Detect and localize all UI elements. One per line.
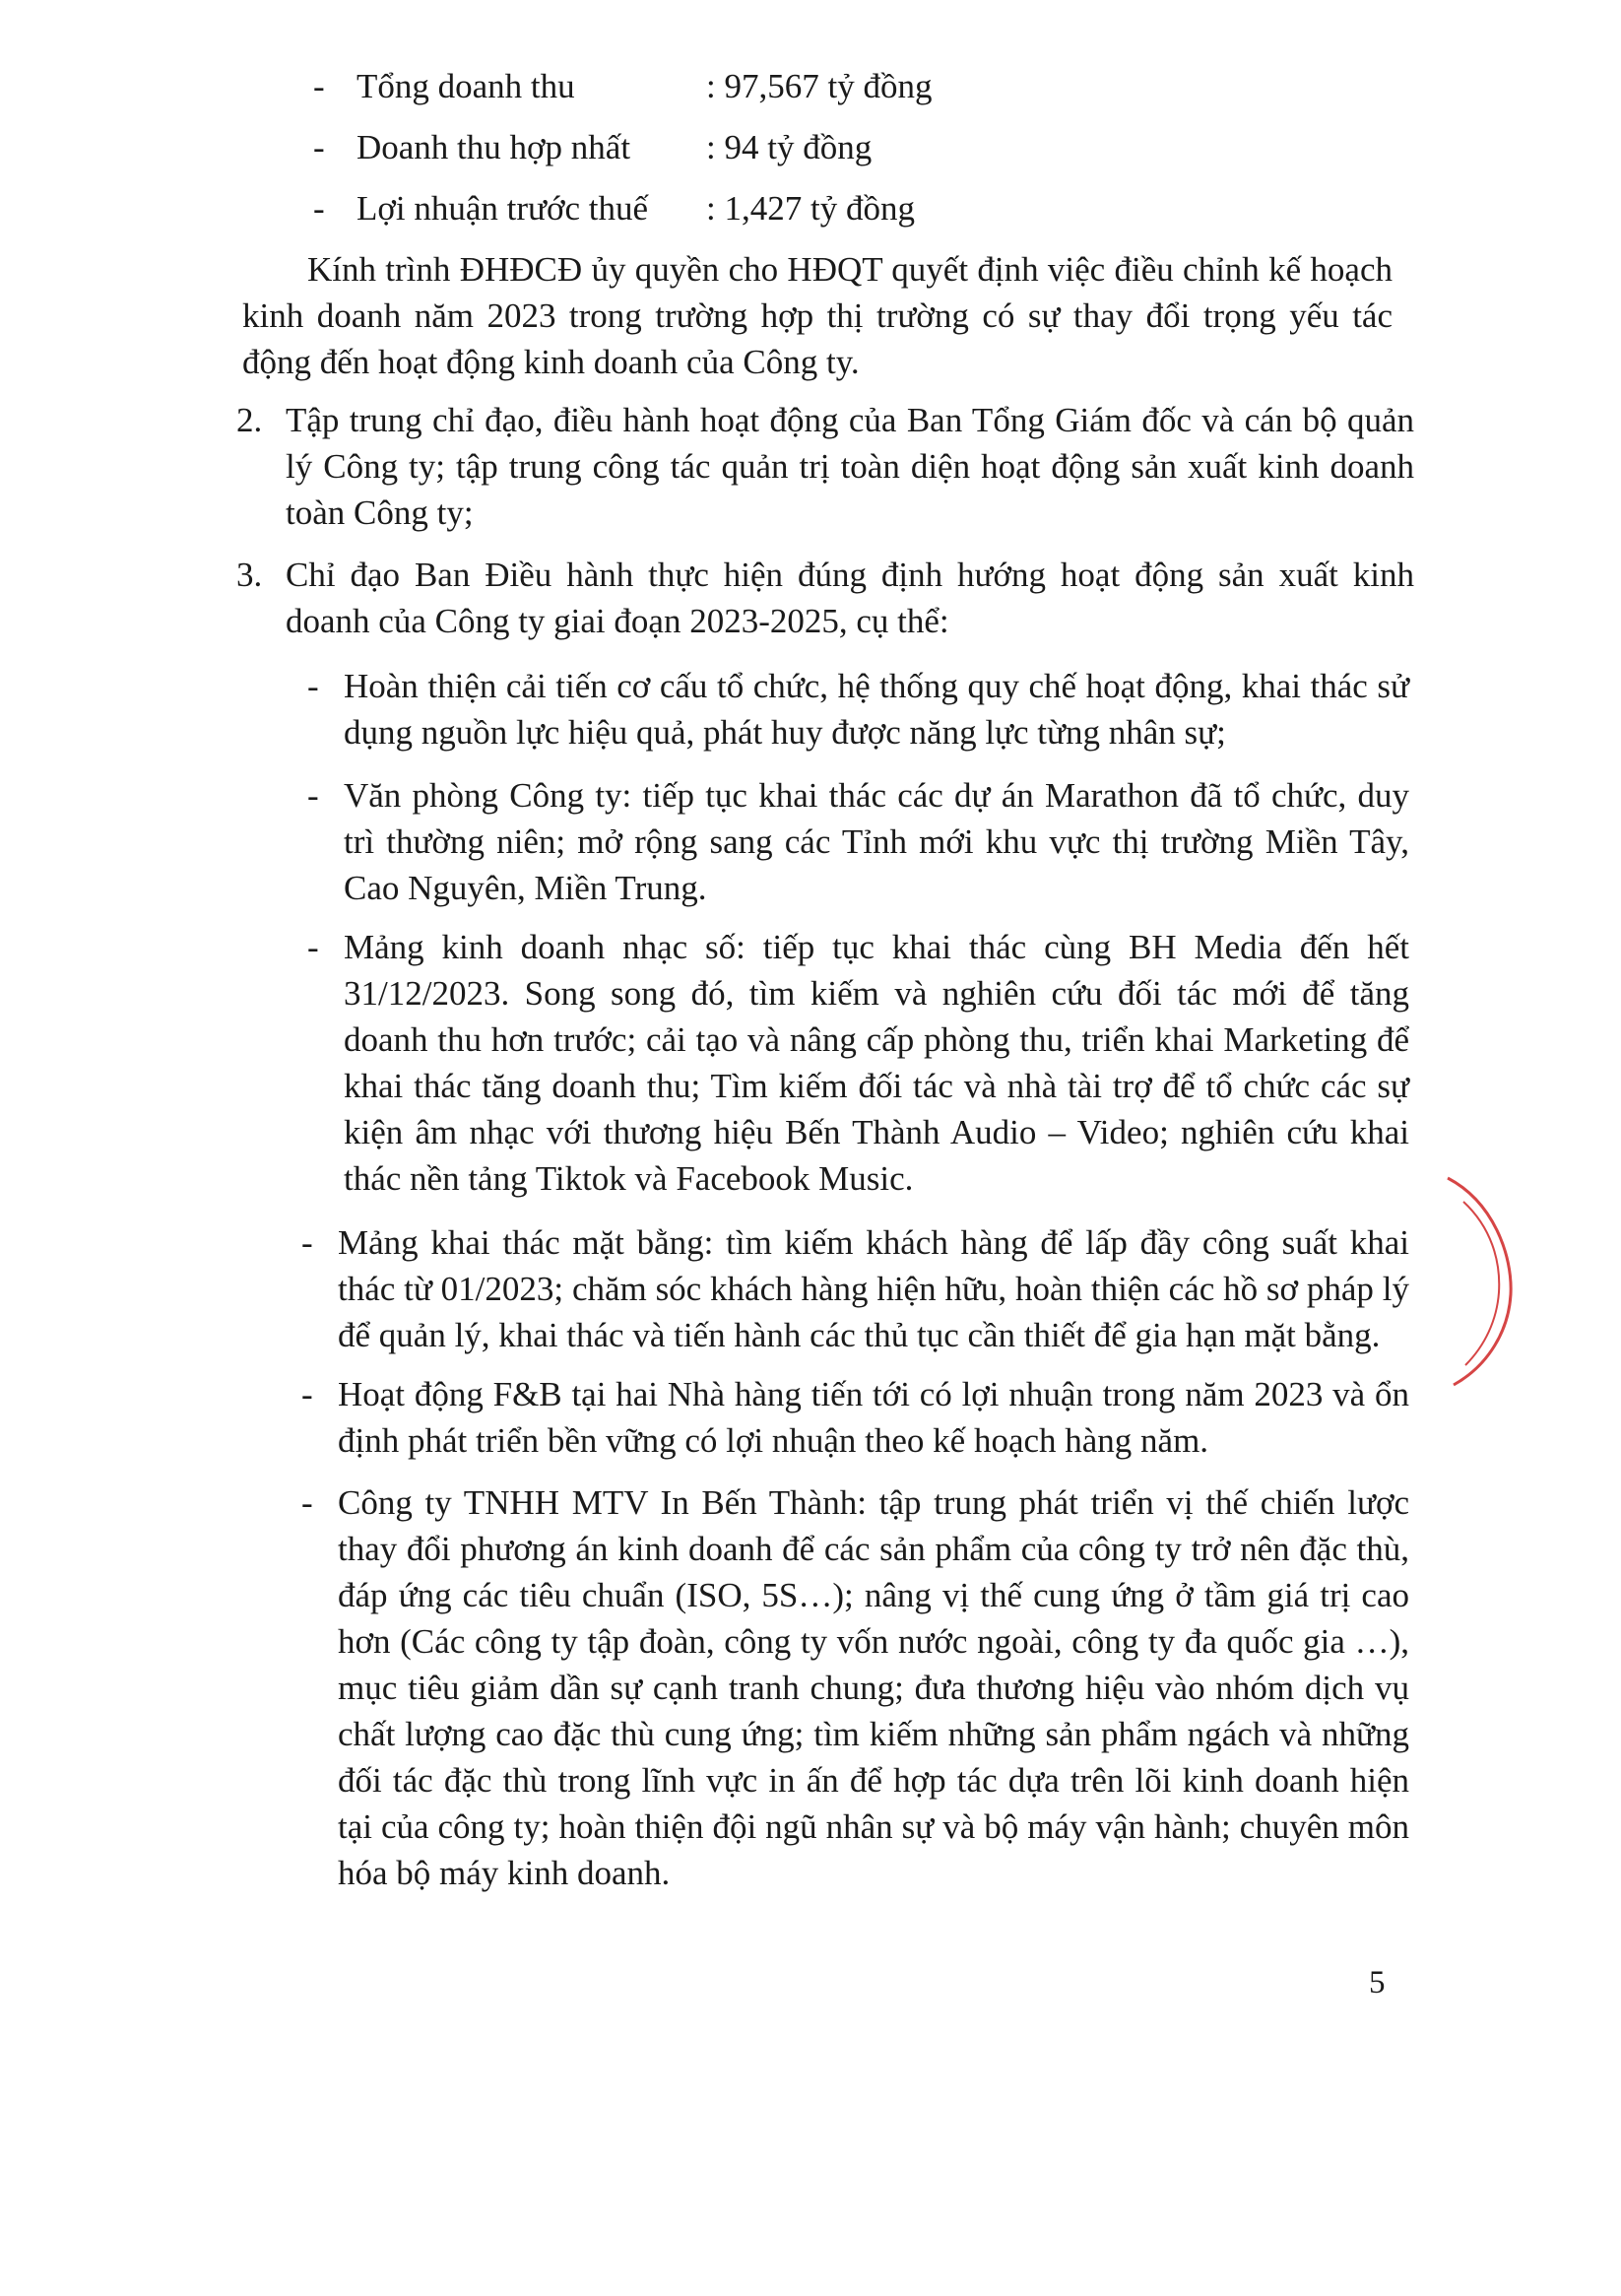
bullet-dash: - [301,1223,313,1262]
target-row [313,177,932,238]
sub-item [338,1479,1409,1896]
numbered-item [286,397,1414,536]
target-row [313,55,932,116]
item-number: 3. [236,556,263,594]
intro-paragraph [242,246,1393,385]
bullet-dash: - [307,667,319,705]
sub-item-text: Mảng khai thác mặt bằng: tìm kiếm khách hàng để lấp đầy công suất khai thác từ 01/2023; chăm sóc khách hàng hiện hữu, hoàn thiện các hồ sơ pháp lý để quản lý, khai thác và tiến hành các thủ tục cần thiết để gia hạn mặt bằng. [338,1223,1409,1354]
page-number: 5 [1369,1965,1386,2001]
sub-item [338,1219,1409,1358]
target-label: Lợi nhuận trước thuế [357,188,649,228]
sub-item [344,924,1409,1202]
bullet-dash: - [307,928,319,966]
sub-item-text: Hoạt động F&B tại hai Nhà hàng tiến tới có lợi nhuận trong năm 2023 và ổn định phát triển bền vững có lợi nhuận theo kế hoạch hàng năm. [338,1375,1409,1460]
sub-item [344,772,1409,911]
sub-item-text: Công ty TNHH MTV In Bến Thành: tập trung phát triển vị thế chiến lược thay đổi phương án kinh doanh để các sản phẩm của công ty trở nên đặc thù, đáp ứng các tiêu chuẩn (ISO, 5S…); nâng vị thế cung ứng ở tầm giá trị cao hơn (Các công ty tập đoàn, công ty vốn nước ngoài, công ty đa quốc gia …), mục tiêu giảm dần sự cạnh tranh chung; đưa thương hiệu vào nhóm dịch vụ chất lượng cao đặc thù cung ứng; tìm kiếm những sản phẩm ngách và những đối tác đặc thù trong lĩnh vực in ấn để hợp tác dựa trên lõi kinh doanh hiện tại của công ty; hoàn thiện đội ngũ nhân sự và bộ máy vận hành; chuyên môn hóa bộ máy kinh doanh. [338,1483,1409,1892]
intro-text: Kính trình ĐHĐCĐ ủy quyền cho HĐQT quyết định việc điều chỉnh kế hoạch kinh doanh năm 2023 trong trường hợp thị trường có sự thay đổi trọng yếu tác động đến hoạt động kinh doanh của Công ty. [242,250,1393,381]
item-text: Tập trung chỉ đạo, điều hành hoạt động của Ban Tổng Giám đốc và cán bộ quản lý Công ty; tập trung công tác quản trị toàn diện hoạt động sản xuất kinh doanh toàn Công ty; [286,401,1414,532]
targets-list [313,55,932,238]
item-number: 2. [236,401,263,439]
bullet-dash: - [301,1375,313,1413]
sub-item [338,1371,1409,1464]
target-label: Tổng doanh thu [357,66,575,105]
sub-item-text: Mảng kinh doanh nhạc số: tiếp tục khai thác cùng BH Media đến hết 31/12/2023. Song song đó, tìm kiếm và nghiên cứu đối tác mới để tăng doanh thu hơn trước; cải tạo và nâng cấp phòng thu, triển khai Marketing để khai thác tăng doanh thu; Tìm kiếm đối tác và nhà tài trợ để tổ chức các sự kiện âm nhạc với thương hiệu Bến Thành Audio – Video; nghiên cứu khai thác nền tảng Tiktok và Facebook Music. [344,928,1409,1198]
target-value: : 94 tỷ đồng [706,127,873,166]
item-text: Chỉ đạo Ban Điều hành thực hiện đúng định hướng hoạt động sản xuất kinh doanh của Công ty giai đoạn 2023-2025, cụ thể: [286,556,1414,640]
target-label: Doanh thu hợp nhất [357,127,631,166]
bullet-dash: - [313,127,325,166]
stamp-seal-icon [1440,1172,1517,1391]
bullet-dash: - [313,188,325,228]
sub-item [344,663,1409,755]
bullet-dash: - [301,1483,313,1522]
sub-item-text: Hoàn thiện cải tiến cơ cấu tổ chức, hệ thống quy chế hoạt động, khai thác sử dụng nguồn lực hiệu quả, phát huy được năng lực từng nhân sự; [344,667,1409,752]
target-value: : 97,567 tỷ đồng [706,66,933,105]
bullet-dash: - [313,66,325,105]
sub-item-text: Văn phòng Công ty: tiếp tục khai thác các dự án Marathon đã tổ chức, duy trì thường niên; mở rộng sang các Tỉnh mới khu vực thị trường Miền Tây, Cao Nguyên, Miền Trung. [344,776,1409,907]
target-value: : 1,427 tỷ đồng [706,188,915,228]
bullet-dash: - [307,776,319,815]
numbered-item [286,552,1414,644]
target-row [313,116,932,177]
